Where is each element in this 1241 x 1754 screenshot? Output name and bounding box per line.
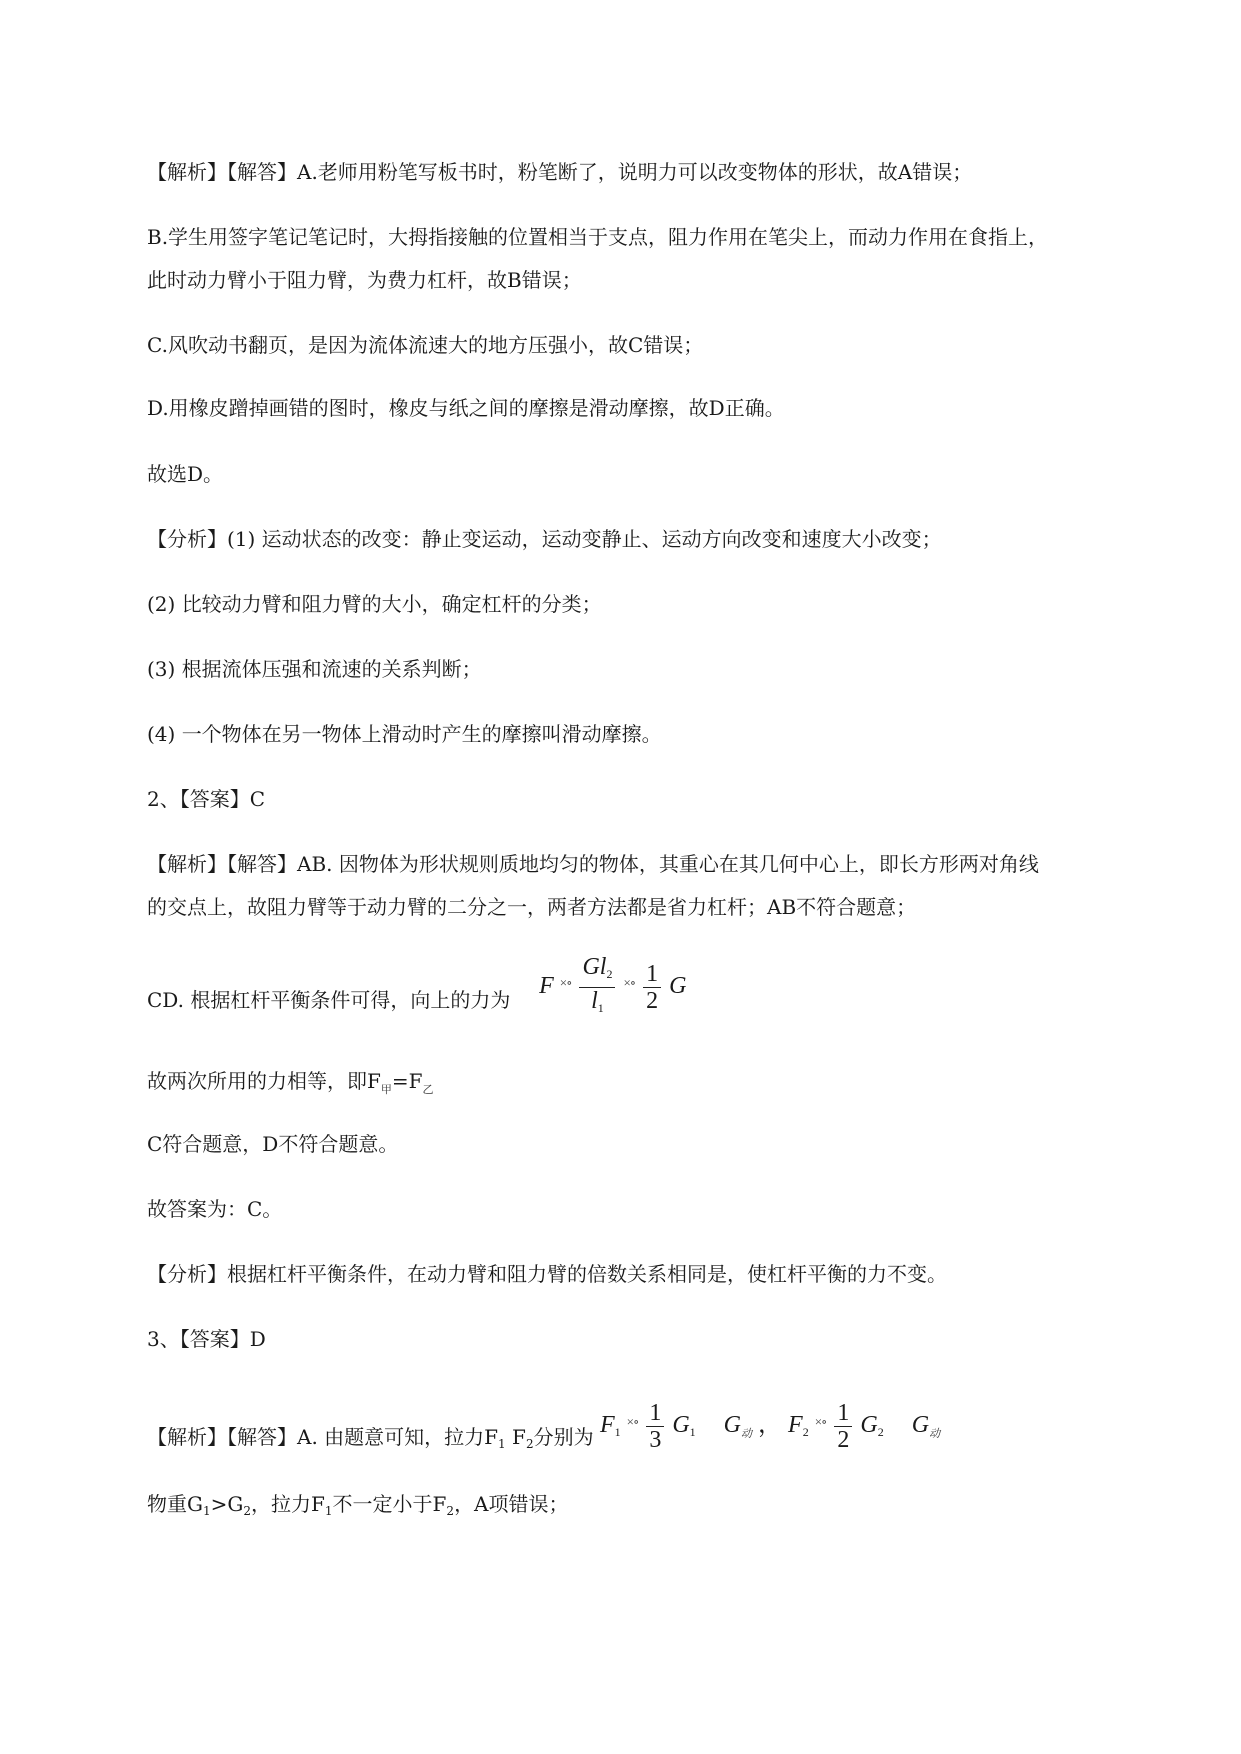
subscript: 2: [525, 1437, 534, 1452]
q3-text: 【解析】【解答】A. 由题意可知，拉力F: [147, 1425, 499, 1450]
paragraph-option-c: C.风吹动书翻页，是因为流体流速大的地方压强小，故C错误；: [147, 333, 704, 357]
subscript-dong: 动: [929, 1428, 941, 1441]
paragraph-answer-c: 故答案为：C。: [147, 1197, 283, 1221]
paragraph-choose-d: 故选D。: [147, 462, 224, 486]
formula-garbled-mark: ×∘: [623, 975, 636, 991]
formula-garbled-mark: ×∘: [626, 1414, 639, 1430]
subscript: 2: [446, 1504, 455, 1518]
subscript: 1: [324, 1504, 333, 1518]
subscript: 1: [597, 1001, 604, 1015]
fraction-numerator: 1: [643, 961, 661, 988]
formula-garbled-mark: ×∘: [559, 975, 572, 991]
equal-force-text-2: =F: [391, 1069, 423, 1093]
paragraph-analysis-note-1: 【分析】(1) 运动状态的改变：静止变运动，运动变静止、运动方向改变和速度大小改变；: [147, 527, 942, 551]
q3-text-f2: F: [512, 1425, 526, 1450]
paragraph-option-b-1: B.学生用签字笔记笔记时，大拇指接触的位置相当于支点，阻力作用在笔尖上，而动力作用在食指上，: [147, 225, 1049, 249]
fraction-denominator: l: [591, 988, 598, 1014]
fraction-one-half: [643, 961, 661, 1014]
paragraph-equal-force: [147, 1067, 1181, 1104]
fraction-gl2-over-l1: [579, 954, 615, 1021]
formula-lever-balance: [539, 954, 687, 1015]
answer-2-heading: 2、【答案】C: [147, 787, 266, 811]
paragraph-analysis-note-2: (2) 比较动力臂和阻力臂的大小，确定杠杆的分类；: [147, 592, 602, 616]
subscript: 1: [202, 1504, 211, 1518]
subscript: 2: [243, 1504, 251, 1518]
fraction-denominator: 3: [649, 1427, 662, 1453]
fraction-one-half: [834, 1400, 852, 1453]
paragraph-q3-analysis: [147, 1400, 1181, 1465]
q3-weight-text-5: ，A项错误；: [454, 1492, 569, 1516]
fraction-numerator: 1: [834, 1400, 852, 1427]
q3-weight-text-3: ，拉力F: [251, 1492, 325, 1516]
subscript: 2: [877, 1425, 884, 1440]
subscript-yi: 乙: [422, 1083, 434, 1096]
formula-f2: F: [788, 1412, 803, 1439]
formula-garbled-mark: ×∘: [814, 1414, 827, 1430]
fraction-one-third: [646, 1400, 664, 1453]
q3-text-2: 分别为: [533, 1425, 594, 1450]
paragraph-q2-cd: [147, 954, 1181, 1035]
paragraph-analysis-1: 【解析】【解答】A.老师用粉笔写板书时，粉笔断了，说明力可以改变物体的形状，故A错误；: [147, 160, 973, 184]
formula-g2: G: [860, 1412, 878, 1439]
cd-text: CD. 根据杠杆平衡条件可得，向上的力为: [147, 988, 511, 1013]
fraction-denominator: 2: [646, 988, 659, 1014]
paragraph-q2-analysis-2: 的交点上，故阻力臂等于动力臂的二分之一，两者方法都是省力杠杆；AB不符合题意；: [147, 895, 917, 919]
paragraph-q2-summary: 【分析】根据杠杆平衡条件，在动力臂和阻力臂的倍数关系相同是，使杠杆平衡的力不变。: [147, 1262, 947, 1286]
subscript: 1: [689, 1425, 696, 1440]
paragraph-option-b-2: 此时动力臂小于阻力臂，为费力杠杆，故B错误；: [147, 268, 582, 292]
formula-g-dong: G: [911, 1412, 930, 1439]
q3-weight-text-2: >G: [210, 1492, 244, 1516]
formula-g1: G: [672, 1412, 690, 1439]
formula-f1: F: [599, 1412, 615, 1439]
paragraph-c-correct: C符合题意，D不符合题意。: [147, 1132, 399, 1156]
paragraph-analysis-note-4: (4) 一个物体在另一物体上滑动时产生的摩擦叫滑动摩擦。: [147, 722, 662, 746]
formula-pulley-forces: [599, 1400, 941, 1453]
subscript: 1: [614, 1425, 621, 1440]
subscript: 2: [606, 967, 613, 981]
formula-g: G: [669, 973, 687, 1000]
formula-f: F: [539, 973, 554, 1000]
paragraph-option-d: D.用橡皮蹭掉画错的图时，橡皮与纸之间的摩擦是滑动摩擦，故D正确。: [147, 396, 785, 420]
subscript-jia: 甲: [380, 1083, 392, 1096]
formula-g-dong: G: [723, 1412, 742, 1439]
paragraph-q2-analysis-1: 【解析】【解答】AB. 因物体为形状规则质地均匀的物体，其重心在其几何中心上，即长方形两对角线: [147, 852, 1039, 876]
formula-comma: ，: [758, 1412, 783, 1439]
fraction-numerator: 1: [646, 1400, 664, 1427]
paragraph-analysis-note-3: (3) 根据流体压强和流速的关系判断；: [147, 657, 482, 681]
answer-3-heading: 3、【答案】D: [147, 1327, 266, 1351]
q3-weight-text-4: 不一定小于F: [332, 1492, 447, 1516]
subscript: 2: [802, 1425, 809, 1440]
subscript: 1: [498, 1437, 506, 1452]
paragraph-q3-weight: [147, 1490, 1181, 1525]
q3-weight-text: 物重G: [147, 1492, 203, 1516]
fraction-numerator: Gl: [582, 954, 607, 980]
fraction-denominator: 2: [837, 1427, 850, 1453]
subscript-dong: 动: [741, 1428, 753, 1441]
equal-force-text: 故两次所用的力相等，即F: [147, 1069, 381, 1093]
